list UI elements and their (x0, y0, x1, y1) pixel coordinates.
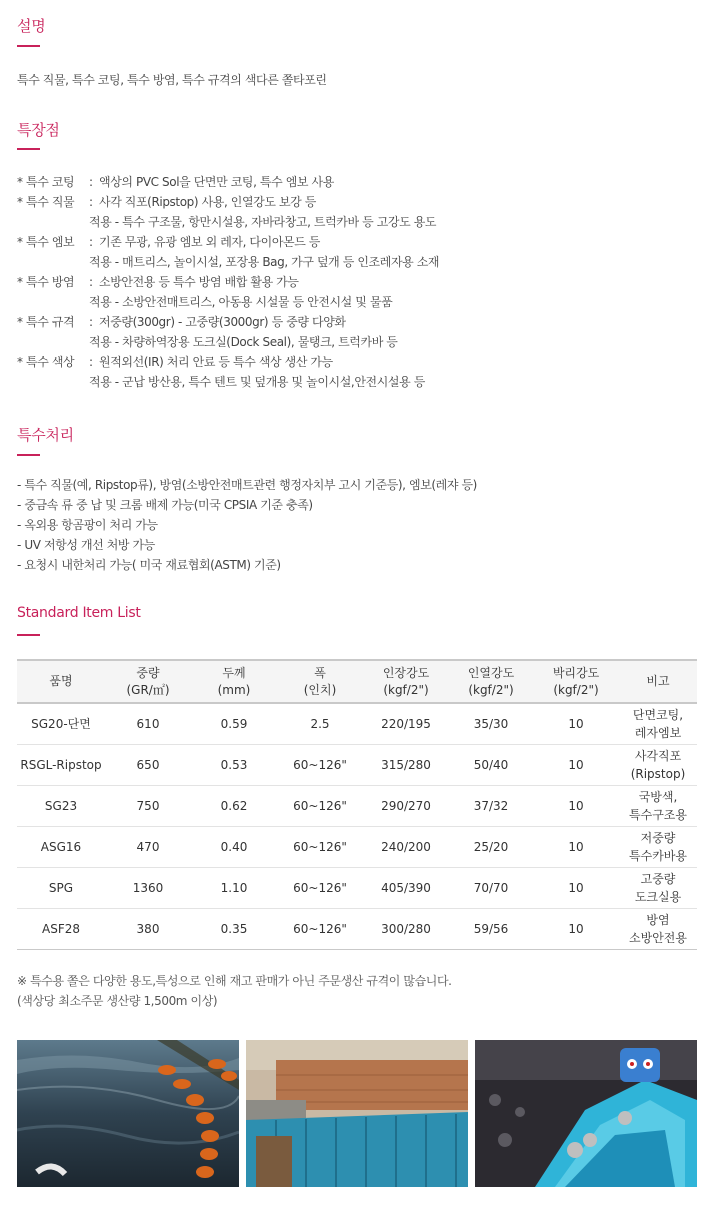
table-cell-tensile: 290/270 (363, 785, 449, 826)
table-cell-thickness: 0.40 (191, 826, 277, 867)
table-header-row (17, 660, 697, 703)
table-header-cell (105, 660, 191, 703)
table-header-cell (277, 660, 363, 703)
table-cell-peel: 10 (568, 921, 584, 936)
note-line-2: (색상당 최소주문 생산량 1,500m 이상) (17, 994, 218, 1008)
inflatable-slide-photo (475, 1040, 697, 1187)
table-cell-weight: 1360 (105, 867, 191, 908)
item-list-title-underline (17, 634, 40, 636)
feature-separator: : (89, 195, 93, 209)
table-cell-tensile: 220/195 (363, 703, 449, 744)
table-cell-tear: 25/20 (449, 826, 533, 867)
feature-application: 적용 - 군납 방산용, 특수 텐트 및 덮개용 및 놀이시설,안전시설용 등 (89, 375, 425, 389)
table-cell-peel: 10 (533, 826, 619, 867)
feature-separator: : (89, 175, 93, 189)
feature-label: * 특수 엠보 (17, 235, 75, 249)
description-title: 설명 (17, 17, 46, 35)
table-cell-thickness: 0.59 (191, 703, 277, 744)
description-text: 특수 직물, 특수 코팅, 특수 방염, 특수 규격의 색다른 쫄타포린 (17, 73, 327, 87)
note-line: 사각직포 (634, 748, 682, 763)
treatment-item: - 옥외용 항곰팡이 처리 가능 (17, 518, 158, 532)
feature-text: 저중량(300gr) - 고중량(3000gr) 등 중량 다양화 (99, 315, 346, 329)
feature-row (17, 192, 707, 212)
table-cell-name: SPG (17, 867, 105, 908)
header-unit: (kgf/2") (383, 682, 429, 697)
table-cell-tensile: 300/280 (381, 921, 431, 936)
treatment-item: - UV 저항성 개선 처방 가능 (17, 538, 155, 552)
table-cell-peel: 10 (533, 785, 619, 826)
table-cell-peel: 10 (533, 867, 619, 908)
table-cell-tensile: 240/200 (363, 826, 449, 867)
table-header-cell (191, 660, 277, 703)
table-cell-thickness: 1.10 (191, 867, 277, 908)
table-cell-width: 60~126" (293, 921, 347, 936)
table-cell-thickness: 0.35 (220, 921, 248, 936)
table-cell-thickness: 0.62 (191, 785, 277, 826)
feature-text: 원적외선(IR) 처리 안료 등 특수 색상 생산 가능 (99, 355, 333, 369)
header-label: 인장강도 (382, 665, 430, 680)
table-cell-name: RSGL-Ripstop (17, 744, 105, 785)
table-cell-tear: 59/56 (473, 921, 509, 936)
header-unit: (kgf/2") (468, 682, 514, 697)
table-cell-tear: 70/70 (449, 867, 533, 908)
feature-row (17, 272, 707, 292)
feature-application: 적용 - 매트리스, 놀이시설, 포장용 Bag, 가구 덮개 등 인조레자용 소재 (89, 255, 440, 269)
note-line: 특수카바용 (629, 848, 687, 863)
treatment-list (17, 475, 477, 575)
note-line: 도크실용 (634, 889, 682, 904)
table-cell-name: SG20-단면 (17, 703, 105, 744)
oil-boom-photo (17, 1040, 239, 1187)
feature-label: * 특수 규격 (17, 315, 75, 329)
feature-text: 소방안전용 등 특수 방염 배합 활용 가능 (99, 275, 299, 289)
feature-separator: : (89, 355, 93, 369)
treatment-title: 특수처리 (17, 426, 74, 444)
table-cell-note (619, 785, 697, 826)
feature-text: 기존 무광, 유광 엠보 외 레자, 다이아몬드 등 (99, 235, 320, 249)
container-cover-photo (246, 1040, 468, 1187)
table-cell-weight: 610 (105, 703, 191, 744)
feature-row (17, 352, 707, 372)
features-title-underline (17, 148, 40, 150)
note-line: 방염 (646, 912, 670, 927)
note-line: 레자엠보 (634, 725, 682, 740)
table-cell-thickness: 0.53 (191, 744, 277, 785)
note-line: 특수구조용 (629, 807, 687, 822)
table-header-cell (533, 660, 619, 703)
table-row (17, 703, 697, 744)
header-label: 인열강도 (467, 665, 515, 680)
header-label: 두께 (222, 665, 246, 680)
note-line-1: ※ 특수용 쫄은 다양한 용도,특성으로 인해 재고 판매가 아닌 주문생산 규격이 많습니다. (17, 974, 452, 988)
description-title-underline (17, 45, 40, 47)
table-row (17, 744, 697, 785)
table-cell-peel: 10 (533, 744, 619, 785)
standard-item-table (17, 659, 697, 950)
header-unit: (인치) (303, 682, 337, 697)
table-cell-note (619, 826, 697, 867)
feature-label: * 특수 색상 (17, 355, 75, 369)
treatment-item: - 요청시 내한처리 가능( 미국 재료협회(ASTM) 기준) (17, 558, 281, 572)
table-row (17, 826, 697, 867)
feature-separator: : (89, 275, 93, 289)
treatment-title-underline (17, 454, 40, 456)
features-list (17, 172, 707, 392)
note-line: 국방색, (638, 789, 678, 804)
table-row (17, 908, 697, 949)
table-cell-peel: 10 (533, 703, 619, 744)
table-cell-note (619, 867, 697, 908)
table-cell-weight: 470 (105, 826, 191, 867)
header-label: 중량 (136, 665, 160, 680)
table-cell-width: 60~126" (277, 826, 363, 867)
feature-application: 적용 - 소방안전매트리스, 아동용 시설물 등 안전시설 및 물품 (89, 295, 393, 309)
table-row (17, 867, 697, 908)
table-cell-name: ASG16 (17, 826, 105, 867)
item-list-title: Standard Item List (17, 605, 141, 621)
features-title: 특장점 (17, 121, 60, 139)
table-cell-weight: 750 (105, 785, 191, 826)
note-line: (Ripstop) (630, 766, 686, 781)
table-header-cell (619, 660, 697, 703)
table-header-cell (17, 660, 105, 703)
table-cell-tensile: 315/280 (363, 744, 449, 785)
feature-row (17, 172, 707, 192)
feature-row (17, 312, 707, 332)
note-line: 소방안전용 (629, 930, 687, 945)
table-cell-weight: 650 (105, 744, 191, 785)
table-cell-tensile: 405/390 (363, 867, 449, 908)
feature-label: * 특수 코팅 (17, 175, 75, 189)
feature-application: 적용 - 특수 구조물, 항만시설용, 자바라창고, 트럭카바 등 고강도 용도 (89, 215, 437, 229)
table-cell-width: 60~126" (277, 744, 363, 785)
table-cell-tear: 35/30 (449, 703, 533, 744)
table-cell-note (619, 908, 697, 949)
table-cell-width: 60~126" (277, 867, 363, 908)
feature-label: * 특수 방염 (17, 275, 75, 289)
note-line: 고중량 (640, 871, 676, 886)
table-body (17, 703, 697, 949)
header-unit: (kgf/2") (553, 682, 599, 697)
table-cell-name: SG23 (17, 785, 105, 826)
table-cell-note (619, 744, 697, 785)
feature-text: 사각 직포(Ripstop) 사용, 인열강도 보강 등 (99, 195, 316, 209)
treatment-item: - 특수 직물(예, Ripstop류), 방염(소방안전매트관련 행정자치부 고시 기준등), 엠보(레쟈 등) (17, 478, 477, 492)
table-cell-width: 60~126" (277, 785, 363, 826)
header-label: 품명 (49, 674, 73, 688)
feature-separator: : (89, 235, 93, 249)
table-cell-width: 2.5 (277, 703, 363, 744)
feature-row (17, 232, 707, 252)
table-cell-name: ASF28 (42, 921, 80, 936)
feature-separator: : (89, 315, 93, 329)
feature-application: 적용 - 차량하역장용 도크실(Dock Seal), 물탱크, 트럭카바 등 (89, 335, 398, 349)
table-cell-tear: 50/40 (449, 744, 533, 785)
table-row (17, 785, 697, 826)
table-header-cell (449, 660, 533, 703)
table-header-cell (363, 660, 449, 703)
feature-text: 액상의 PVC Sol을 단면만 코팅, 특수 엠보 사용 (99, 175, 334, 189)
header-unit: (GR/㎡) (126, 682, 170, 697)
table-cell-note (619, 703, 697, 744)
table-cell-tear: 37/32 (449, 785, 533, 826)
header-label: 박리강도 (552, 665, 600, 680)
header-label: 폭 (314, 665, 326, 680)
treatment-item: - 중금속 류 중 납 및 크롬 배제 가능(미국 CPSIA 기준 충족) (17, 498, 313, 512)
header-label: 비고 (646, 674, 670, 688)
note-line: 저중량 (640, 830, 676, 845)
table-cell-weight: 380 (136, 921, 160, 936)
feature-label: * 특수 직물 (17, 195, 75, 209)
note-line: 단면코팅, (632, 707, 684, 722)
header-unit: (mm) (217, 682, 251, 697)
